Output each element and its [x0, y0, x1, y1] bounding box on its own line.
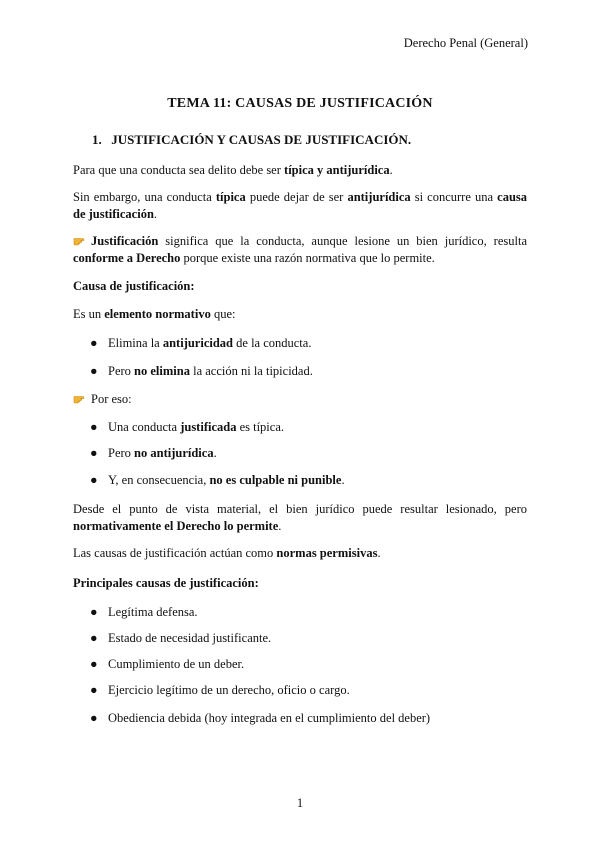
text-run: .: [377, 546, 381, 560]
text-run: Y, en consecuencia,: [108, 473, 210, 487]
bullet: ●: [90, 473, 98, 487]
bold-run: antijuricidad: [162, 336, 234, 350]
list-item: [90, 363, 313, 380]
bold-run: típica y antijurídica: [284, 163, 390, 177]
bold-run: no es culpable ni punible: [209, 473, 342, 487]
text-run: porque existe una razón normativa que lo permite.: [180, 251, 435, 265]
running-header: Derecho Penal (General): [403, 36, 528, 50]
text-run: Las causas de justificación actúan como: [73, 546, 277, 560]
paragraph-3: [73, 233, 527, 267]
bullet: ●: [90, 364, 98, 378]
bold-run: antijurídica: [347, 190, 411, 204]
text-run: Es un: [73, 307, 105, 321]
list-item: [90, 445, 217, 462]
page-number: 1: [296, 796, 304, 810]
section-heading: [92, 132, 411, 148]
bold-run: normas permisivas: [276, 546, 378, 560]
bold-run: Justificación: [91, 234, 159, 248]
bullet: ●: [90, 446, 98, 460]
section-number: 1.: [92, 132, 102, 147]
bullet: ●: [90, 605, 98, 619]
principales-heading: Principales causas de justificación:: [73, 576, 259, 590]
text-run: Pero: [108, 364, 135, 378]
paragraph-5: [73, 501, 527, 535]
bold-run: no elimina: [134, 364, 190, 378]
por-eso-line: [73, 391, 527, 408]
text-run: Para que una conducta sea delito debe ser: [73, 163, 285, 177]
bold-run: justificada: [180, 420, 237, 434]
text-run: puede dejar de ser: [245, 190, 348, 204]
list-item: [90, 710, 430, 727]
text-run: Elimina la: [108, 336, 163, 350]
list-item: [90, 604, 198, 621]
pointing-hand-icon: [73, 392, 87, 403]
page-title: TEMA 11: CAUSAS DE JUSTIFICACIÓN: [167, 96, 433, 111]
bullet: ●: [90, 711, 98, 725]
list-item: [90, 682, 350, 699]
text-run: Pero: [108, 446, 135, 460]
pointing-hand-icon: [73, 234, 87, 245]
text-run: Una conducta: [108, 420, 181, 434]
bullet: ●: [90, 657, 98, 671]
list-item: [90, 630, 271, 647]
text-run: que:: [210, 307, 236, 321]
text-run: .: [153, 207, 158, 221]
paragraph-2: [73, 189, 527, 223]
text-run: es típica.: [236, 420, 285, 434]
text-run: de la conducta.: [233, 336, 312, 350]
bold-run: no antijurídica: [134, 446, 214, 460]
bullet: ●: [90, 683, 98, 697]
paragraph-4: [73, 306, 527, 323]
bullet: ●: [90, 631, 98, 645]
text-run: Desde el punto de vista material, el bien jurídico puede resultar lesionado, pero: [73, 502, 527, 516]
text-run: Estado de necesidad justificante.: [108, 631, 272, 645]
bold-run: normativamente el Derecho lo permite: [73, 519, 279, 533]
text-run: Obediencia debida (hoy integrada en el cumplimiento del deber): [108, 711, 431, 725]
bold-run: conforme a Derecho: [73, 251, 181, 265]
list-item: [90, 335, 311, 352]
text-run: si concurre una: [410, 190, 498, 204]
text-run: la acción ni la tipicidad.: [189, 364, 313, 378]
text-run: Cumplimiento de un deber.: [108, 657, 245, 671]
text-run: .: [213, 446, 217, 460]
text-run: Por eso:: [91, 392, 132, 406]
text-run: .: [389, 163, 393, 177]
text-run: Legítima defensa.: [108, 605, 198, 619]
list-item: [90, 419, 284, 436]
paragraph-1: [73, 162, 527, 179]
bold-run: típica: [215, 190, 246, 204]
text-run: significa que la conducta, aunque lesione un bien jurídico, resulta: [158, 234, 527, 248]
text-run: .: [278, 519, 282, 533]
bullet: ●: [90, 336, 98, 350]
list-item: [90, 472, 345, 489]
bold-run: causa de justificación: [73, 190, 528, 221]
bold-run: elemento normativo: [104, 307, 211, 321]
text-run: .: [341, 473, 345, 487]
bullet: ●: [90, 420, 98, 434]
causa-heading: Causa de justificación:: [73, 279, 195, 293]
list-item: [90, 656, 244, 673]
paragraph-6: [73, 545, 527, 562]
section-label: JUSTIFICACIÓN Y CAUSAS DE JUSTIFICACIÓN.: [111, 132, 412, 147]
text-run: Sin embargo, una conducta: [73, 190, 216, 204]
text-run: Ejercicio legítimo de un derecho, oficio o cargo.: [108, 683, 350, 697]
